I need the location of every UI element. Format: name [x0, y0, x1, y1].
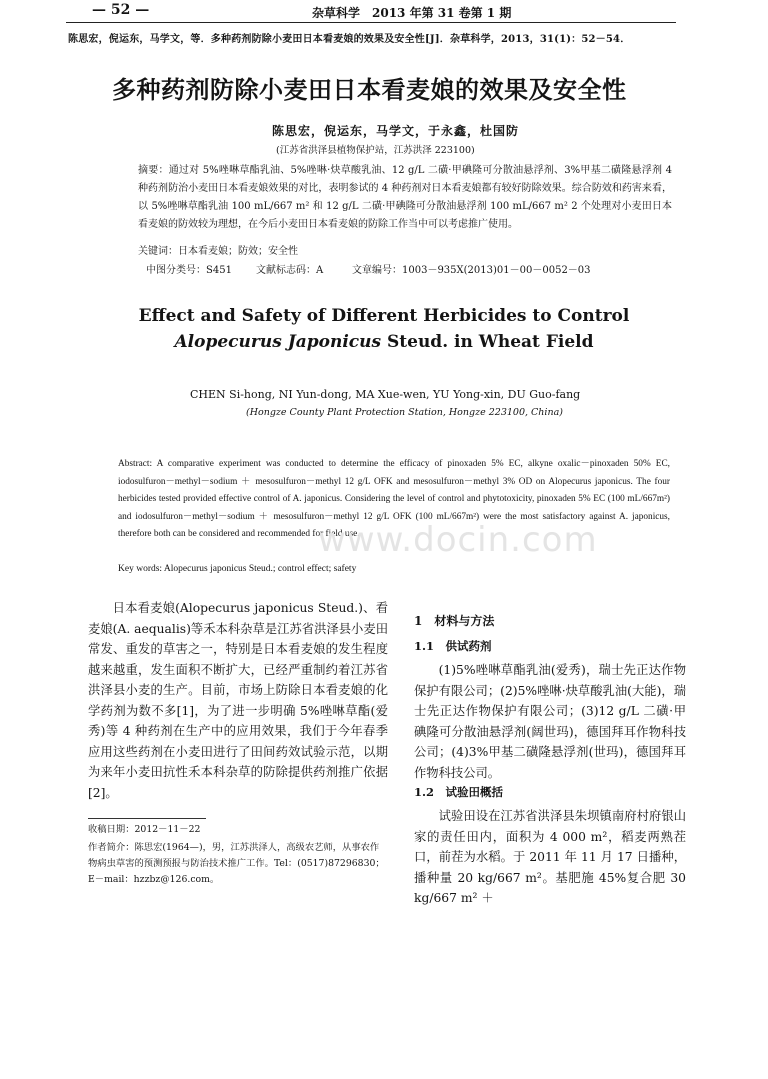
section-1-2-paragraph: 试验田设在江苏省洪泽县朱坝镇南府村府银山家的责任田内，面积为 4 000 m²，稻麦两熟茬口，前茬为水稻。于 2011 年 11 月 17 日播种，播种量 20 kg/667 m²。基肥施 45%复合肥 30 kg/667 m² ＋ [414, 809, 686, 905]
intro-paragraph: 日本看麦娘(Alopecurus japonicus Steud.)、看麦娘(A. aequalis)等禾本科杂草是江苏省洪泽县小麦田常发、重发的草害之一，特别是日本看麦娘的发生程度越来越重，发生面积不断扩大，已经严重制约着江苏省洪泽县小麦的生产。目前，市场上防除日本看麦娘的化学药剂为数不多[1]，为了进一步明确 5%唑啉草酯(爱秀)等 4 种药剂在生产中的应用效果，我们于今年春季应用这些药剂在小麦田进行了田间药效试验示范，以期为来年小麦田抗性禾本科杂草的防除提供药剂推广依据[2]。 [88, 601, 388, 800]
section-1-2-heading: 1.2 试验田概括 [414, 785, 504, 799]
footnote-rule [88, 818, 206, 819]
document-code: 文献标志码：A [256, 265, 324, 276]
section-1-heading: 1 材料与方法 [414, 614, 495, 628]
affiliation-en: (Hongze County Plant Protection Station, Hongze 223100, China) [246, 407, 563, 418]
title-en-rest: Steud. in Wheat Field [381, 332, 594, 352]
title-en-line1: Effect and Safety of Different Herbicides to Control [138, 306, 630, 326]
article-number: 文章编号：1003－935X(2013)01－00－0052－03 [352, 265, 591, 276]
abstract-en: Abstract: A comparative experiment was conducted to determine the efficacy of pinoxaden 5% EC, alkyne oxalic－pinoxaden 50% EC, iodosulfuron－methyl－sodium ＋ mesosulfuron－methyl 12 g/L OFK and mesosulfuron－methyl 3% OD on Alopecurus japonicus. The four herbicides tested provided effective control of A. japonicus. Considering the level of control and phytotoxicity, pinoxaden 5% EC (100 mL/667m²) and iodosulfuron－methyl－sodium ＋ mesosulfuron－methyl 12 g/L OFK (100 mL/667m²) were the most satisfactory against A. japonicus, therefore both can be considered and recommended for field use. [118, 459, 670, 540]
authors-cn: 陈思宏，倪运东，马学文，于永鑫，杜国防 [272, 124, 520, 138]
watermark: www.docin.com [318, 520, 598, 560]
page-number: — 52 — [92, 2, 150, 18]
abstract-cn: 摘要：通过对 5%唑啉草酯乳油、5%唑啉·炔草酸乳油、12 g/L 二磺·甲碘隆可分散油悬浮剂、3%甲基二磺隆悬浮剂 4 种药剂防治小麦田日本看麦娘效果的对比，表明参试的 4 种药剂对日本看麦娘都有较好防除效果。综合防效和药害来看，以 5%唑啉草酯乳油 100 mL/667 m² 和 12 g/L 二磺·甲碘隆可分散油悬浮剂 100 mL/667 m² 2 个处理对小麦田日本看麦娘的防效较为理想，在今后小麦田日本看麦娘的防除工作当中可以考虑推广使用。 [138, 165, 672, 230]
class-number: 中图分类号：S451 [146, 265, 232, 276]
journal-issue: 杂草科学 2013 年第 31 卷第 1 期 [312, 6, 512, 20]
authors-en: CHEN Si-hong, NI Yun-dong, MA Xue-wen, YU Yong-xin, DU Guo-fang [190, 388, 581, 401]
affiliation-cn: (江苏省洪泽县植物保护站，江苏洪泽 223100) [276, 145, 475, 156]
citation-line: 陈思宏，倪运东，马学文，等．多种药剂防除小麦田日本看麦娘的效果及安全性[J]．杂草科学，2013，31(1)：52－54． [68, 34, 631, 45]
title-cn: 多种药剂防除小麦田日本看麦娘的效果及安全性 [112, 75, 627, 104]
header-rule [66, 22, 676, 23]
section-1-1-paragraph: (1)5%唑啉草酯乳油(爱秀)，瑞士先正达作物保护有限公司；(2)5%唑啉·炔草酸乳油(大能)，瑞士先正达作物保护有限公司；(3)12 g/L 二磺·甲碘隆可分散油悬浮剂(阔世玛)，德国拜耳作物科技公司；(4)3%甲基二磺隆悬浮剂(世玛)，德国拜耳作物科技公司。 [414, 663, 686, 780]
title-en-line2 [0, 332, 768, 352]
keywords-cn: 关键词：日本看麦娘；防效；安全性 [138, 246, 298, 257]
keywords-en: Key words: Alopecurus japonicus Steud.; control effect; safety [118, 564, 357, 574]
author-bio: 作者简介：陈思宏(1964—)，男，江苏洪泽人，高级农艺师，从事农作物病虫草害的预测预报与防治技术推广工作。Tel：(0517)87296830；E－mail：hzzbz@126.com。 [88, 842, 385, 885]
title-en-species: Alopecurus Japonicus [174, 332, 382, 352]
received-date: 收稿日期：2012－11－22 [88, 824, 201, 835]
section-1-1-heading: 1.1 供试药剂 [414, 639, 492, 653]
